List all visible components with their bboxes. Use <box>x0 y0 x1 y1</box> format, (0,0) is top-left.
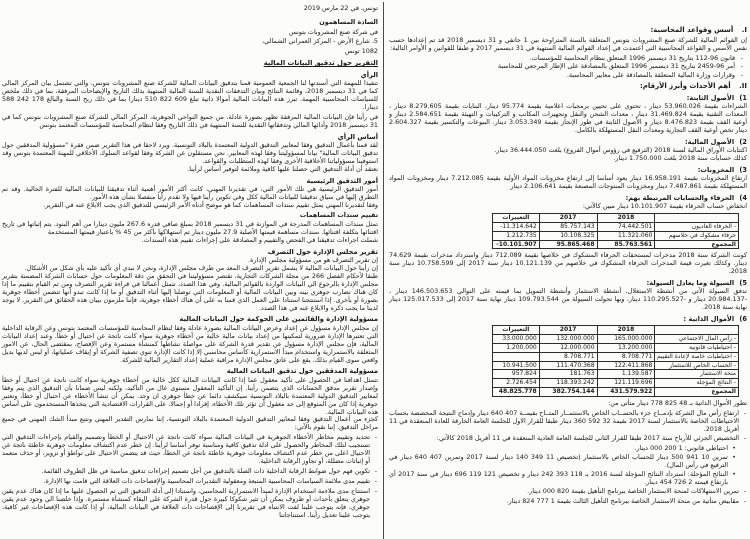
section-heading-accounting-bases <box>389 26 747 35</box>
table-cell-label: - الحرفاء العاديون <box>655 222 739 231</box>
table-cell-value: 1.212.735 <box>492 231 539 240</box>
table-cell-value: -10.101.907 <box>492 240 539 249</box>
subsection-number: 4) <box>739 194 747 203</box>
paragraph: إن تقرير التصرف هو من مسؤولية مجلس الإدارة. <box>248 255 378 264</box>
table-cell-value: 8.708.771 <box>597 352 655 361</box>
table-row <box>492 343 738 352</box>
subsection-title: الأصول الثابتة: <box>686 94 735 103</box>
section-number: I. <box>741 26 747 34</box>
subsection-number: 3) <box>739 166 747 174</box>
subsection-heading-inventories <box>389 166 747 174</box>
paragraph: كونت الشركة سنة 2018 مدخرات لمستحقات الحرفاء المشكوك في خلاصها بقيمة 712.089 دينار واسترداد مدخرات بقيمة 74.629 دينار. وكذلك تغيرت قيمة المدخرات الحرفاء المشكوك في خلاصهم من 10.121.139 دينار سنة 2017 إلى 10.758.599 دينار سنة 2018. <box>389 251 747 276</box>
subsection-heading-financial-assets <box>389 138 747 146</box>
paragraph: تدفق السيولة الآتي من أنشطة الاستغلال، أنشطة الاستثمار وأنشطة التمويل بما قيمته على التوالي 146.503.653 دينار ، -20.984.137 دينار و -110.295.527 دينار، وبها تحولت السيولة من 109.793.544 دينار نهاية سنة 2017 إلى 125.017.533 دينار نهاية سنة 2018. <box>389 287 748 312</box>
paragraph: وفقا لتقديرنا المهني يمثل تقييم سندات المساهمات كما هو موضح أدناه الأمر الرئيسي للتدقيق الذي يجب الابلاغ عنه في التقرير. <box>43 200 378 209</box>
table-cell-label: المجموع <box>655 387 739 396</box>
table-cell-value: -11.314.642 <box>492 222 539 231</box>
heading-governance-responsibility: مسؤولية الإدارة والقائمين على الحوكمة حول البيانات المالية <box>179 315 378 324</box>
list-item: - استنتاج مدى ملاءمة استخدام الإدارة لمبدأ الاستمرارية المحاسبي، واستنادا إلى أدلة التدقيق التي تم الحصول عليها ما إذا كان هناك عدم يقين جوهري يتعلق بأحداث أو ظروف يمكن أن تثير شكوكا كبيرة حول قدرة الشركة على البقاء كمنشأة مستمرة. وإذا خلصنا الي وجود عدم يقين جوهري، فإنه يتوجب علينا لفت الانتباه في تقريرنا إلى الإفصاحات ذات العلاقة في البيانات المالية، أو إذا كانت هذه الإفصاحات غير كافية، يتوجب علينا تعديل رأينا. استنتاجاتنا <box>2 488 378 520</box>
table-row <box>492 222 738 231</box>
table-cell-value: 122.411.868 <box>597 361 655 370</box>
table-cell-value: 431.579.922 <box>597 387 655 396</box>
table-cell-value: 48.825.778 <box>492 387 539 396</box>
subsection-heading-fixed-assets <box>389 94 747 102</box>
paragraph: تمثل سندات المساهمات المدرجة في الموازنة في 31 ديسمبر 2018 بمبلغ صافي قدره 267.6 مليون دينارا من أهم البنود. يتم إثباتها في تاريخ اقتنائها بتكلفة اقتنائها. سندات مساهمة قيمتها الأصلية 27.9 مليون دينار تم استهلاكها بأكثر من 45 % باعتبار قيمتها المستخدمة <box>2 219 378 236</box>
paragraph: الشراءات بقيمة 53.960.026 دينار ، تحتوي على تحيين برمجيات اعلامية بقيمة 95.774 دينار، البنايات بقيمة 8.279.605 دينار ، المعدات التقنية بقيمة 31.469.824 دينار ، معدات الشحن والنقل وتجهيزات المكاتب و التركيبات و التهيئة بقيمة 2.584.651 دينار و أوعية القف بقيمة 8.476.823 دينار و الأصول الثابتة في طور الإنجاز بقيمة 3.053.349 دينار. البيوعات والتكسير بقيمة 2.604.327 دينار تخص أوعية القف التجارية ومعدات النقل المستهلكة بالكامل. <box>389 102 748 135</box>
table-header-row <box>492 214 738 223</box>
table-cell-label: - احتياطيات قانونية <box>655 343 739 352</box>
table-cell-value: 85.763.561 <box>597 240 655 249</box>
table-cell-value: 74.442.501 <box>597 222 655 231</box>
addressee-line: 5، شارع الأرض - المركز العمراني الشمالي، <box>262 37 378 46</box>
table-cell-label: - احتياطيات خاصة لإعادة التقييم <box>655 352 739 361</box>
table-row <box>492 231 738 240</box>
section-number: II. <box>739 82 747 91</box>
heading-auditor-responsibility: مسؤولية المدققين حول تدقيق البيانات المالية <box>226 367 378 376</box>
report-title: التقرير حول تدقيق البيانات المالية <box>263 59 378 68</box>
list-item-law: - أمر 96-2459 بتاريخ 31 ديسمبر 1996 المتعلق بالمصادقة على الإطار المرجعي للمحاسبة <box>389 63 747 71</box>
table-header-cell: التغييرات <box>492 326 539 335</box>
list-item: - تمرين الاستهلاكات لمنحة الاستثمار الخاصة ببرنامج التأهيل بقيمة 820 000 دينار. <box>389 488 747 496</box>
heading-key-audit-matters: أمور التدقيق الرئيسية <box>306 176 378 185</box>
table-cell-label: - النتائج المؤجلة <box>655 379 739 388</box>
heading-opinion: الرأي <box>360 70 378 79</box>
subsection-heading-equity <box>389 315 747 323</box>
sub-list-item: • النتائج المؤجلة: استرداد النتائج المؤجلة لسنة 2016 بـ 118 393 242 دينار و تخصيص 121 119 696 دينار في سنة 2017 أي بارتفاع قيمته 2 726 454 دينار. <box>389 471 747 487</box>
paragraph: أمور التدقيق الرئيسية هي تلك الأمور التي، في تقديرنا المهني، كانت أكثر الأمور أهمية أثناء تدقيقنا للبيانات المالية للفترة الحالية. وقد تم التطرق إليها في سياق تدقيقنا للبيانات المالية ككل وفي تكوين رأينا فيها ولا نقدم رأيا منفصلا بشأن هذه الأمور. <box>2 185 378 201</box>
table-cell-value: 382.754.144 <box>539 387 597 396</box>
table-header-cell: 2018 <box>597 326 655 335</box>
subsection-title: السيولة وما يعادل السيولة: <box>646 279 735 288</box>
table-cell-value: 11.321.060 <box>597 231 655 240</box>
paragraph: إن القوائم المالية للشركة صنع المشروبات بتونس المتعلقة بالسنة المتراوحة بين 1 جانفي و 31 ديسمبر 2018 قد تم إعدادها حسب نفس الأسس و القواعد المحاسبية التي اعتمدت في إعداد القوائم المالية المنتهية في 31 ديسمبر 2017 و طبقا للقوانين و الأوامر التالية: <box>389 35 747 52</box>
list-item-law: - وقرارات وزارة المالية المتعلقة بالمصادقة على معايير المحاسبة. <box>389 72 747 80</box>
list-item: - ارتفاع رأس مال الشركة بإدمــاج جزء بالحســاب الخاص بالاستثمــار المتــاح بقيمــة 407 640 دينار وإدماج النتيجة المخصصة بحساب الاحتياطات الخاصة بالاستثمار لسنة 2017 بقيمة 32 592 360 دينار طبقا للقرار الاول للجلسة العامة الخارقة للعادة المنعقدة في 11 أفريل 2018. <box>389 410 747 434</box>
table-cell-value: 1.139.587 <box>597 370 655 379</box>
table-cell-label: حرفاء مشكوك في خلاصهم <box>655 231 739 240</box>
paragraph: كجزء من أعمال التدقيق وفقا لمعايير التدقيق الدولية المعتمدة بالبلاد التونسية، إننا نمارس التقدير المهني ونتبع مبدأ الشك المهني في جميع مراحل التدقيق. إننا نقوم بالآتي: <box>2 415 378 432</box>
section-heading-key-figures <box>389 82 747 91</box>
table-header-cell: التغييرات <box>492 214 539 223</box>
paragraph: إن رأينا حول البيانات المالية لا يشمل تقرير التصرف المعد من طرف مجلس الإدارة، ونحن لا نبدي أي تأكيد عليه بأي شكل من الأشكال. <box>24 263 378 272</box>
subsection-title: الأصول المالية: <box>684 137 735 146</box>
heading-basis-of-opinion: أساس الرأي <box>337 132 378 141</box>
table-cell-label: - الحساب الخاص للاستثمار <box>655 361 739 370</box>
list-item: - تحديد وتقييم مخاطر الأخطاء الجوهرية في البيانات المالية سواء كانت ناتجة عن الاحتيال أو الخطأ وتصميم والقيام بإجراءات التدقيق التي تستجيب لتلك المخاطر والحصول على ادلة تدقيق كافية ومناسبة توفر أساسا لرأينا. إن خطر عدم اكتشاف معلومات جوهرية خاطئة ناتجة عن الاحتيال اعلى من خطر عدم اكتشاف معلومات جوهرية خاطئة ناتجة عن الخطأ، حيث قد يتضمن الاحتيال على تواطؤ أو تزوير، أو حذف متعمد أو إثباتات مضللة، أو تجاوز الرقابة الداخلية. <box>2 434 378 466</box>
paragraph: ارتفاع المخزونات بقيمة 16.958.191 دينار يعود أساسا إلى ارتفاع مخزونات المواد الأولية بقيمة 7.212.085 دينار ومخزونات المواد المستهلكة بقيمة 7.487.861 دينار ومخزونات المنتوجات المصنعة بقيمة 2.106.641 دينار <box>389 174 747 191</box>
addressee-line: السادة المساهمون <box>319 17 378 26</box>
table-cell-value: 165.000.000 <box>597 335 655 344</box>
section-title: أسس وقواعد المحاسبة: <box>650 26 734 34</box>
table-header-cell <box>655 326 739 335</box>
subsection-number: 6) <box>739 315 747 324</box>
table-cell-value: 181.763 <box>539 370 597 379</box>
subsection-heading-clients <box>389 194 747 202</box>
table-cell-value: 33.000.000 <box>492 335 539 344</box>
paragraph: انخفاض حساب الحرفاء بقيمة 10.101.907 دينار مبين كالآتي: <box>582 202 747 211</box>
paragraph: شملت اجراءات تدقيقنا في الفحص والتقييم و المصادقة على إجراءات تقييم هذه السندات. <box>141 235 378 244</box>
list-item: - تكوين فهم حول ضوابط الرقابة الداخلية ذات الصلة بالتدقيق من أجل تصميم إجراءات تدقيق مناسبة في ظل الظروف القائمة. <box>2 468 378 476</box>
subheading-participation-securities: تقييم سندات المساهمات <box>299 210 378 219</box>
table-row <box>492 379 738 388</box>
subsection-number: 5) <box>739 279 747 288</box>
sub-list-item: • تمرين 10 941 500 دينار للحساب الخاص بالاستثمار (تخصيص 11 349 140 دينار لسنة 2017 وتمرين 407 640 دينار في الترفيع في رأس المال). <box>389 454 747 470</box>
table-row <box>492 361 738 370</box>
paragraph: تطور الأموال الذاتية بـ 48 825 778 دينار متأتي من: <box>608 398 747 407</box>
table-header-cell: 2017 <box>539 214 597 223</box>
sub-list-item: • احتياطي قانوني: 1 200 000 دينار. <box>389 445 747 453</box>
table-header-cell <box>655 214 739 223</box>
date-line: تونس، في 22 مارس 2019 <box>303 4 378 12</box>
table-cell-value: 957.824 <box>492 370 539 379</box>
table-cell-value: 132.000.000 <box>539 335 597 344</box>
paragraph: طبقا لأحكام الفصل 266 من مجلة الشركات التجارية، تقتصر مسؤوليتنا في التحقق من دقة المعلومات حول حسابات الشركة المضمنة بتقرير مجلس الإدارة بالرجوع الي البيانات الواردة بالقوائم المالية. وفي هذا الصدد، تتمثل أعمالنا في قراءة تقرير التصرف ومن ثم القيام بتقييم ما إذا كان هناك تضارب جوهري بينه وبين البيانات المالية أو المعلومات التي توصلنا إليها أثناء التدقيق أو ما إذا كانت تبدو أنها تتضمن أخطاء جوهرية بصورة أو بأخرى. إذا استنتجنا استنادا على العمل الذي قمنا به على أن هناك أخطاء جوهرية، فإننا ملزمون ببيان هذه الحقائق في التقرير. لا يوجد لدينا ما يجب ذكره والابلاغ عنه في هذا الصدد. <box>2 271 379 312</box>
subsection-number: 1) <box>739 94 747 103</box>
paragraph: اكتتابات الأوراق المالية لسنة 2018 (الترفيع في رؤوس أموال الفروع) بلغت 36.444.050 دينار. <box>494 146 747 155</box>
clients-table <box>492 213 739 249</box>
subsection-title: المخزونات: <box>697 166 735 174</box>
paragraph: إن مجلس الإدارة مسؤول عن إعداد وعرض البيانات المالية بصورة عادلة وفقا لنظام المحاسبة للمؤسسات المعتمد بتونس وعن الرقابة الداخلية التي تعتبرها الإدارة ضرورية لتمكينها من إعداد بيانات مالية خالية من أخطاء جوهرية سواء كانت ناتجة عن احتيال أو خطأ. وعند إعداد البيانات المالية، فإن مجلس الإدارة مسؤول عن تقدير قدرة الشركة على مواصلة نشاطها كمنشأة مستمرة وعن الإفصاح، بمقتضى الحال، عن الامور المتعلقة بالاستمرارية واستخدام مبدأ الاستمرارية كأساس محاسبي إلا إذا كانت الإدارة تنوي تصفية الشركة أو إيقاف عملياتها، أو ليس لديها بديل واقعي سوى القيام بذلك. يقع على عاتق مجلس الإدارة مراقبة عملية إعداد التقارير المالية للشركة. <box>2 323 378 364</box>
table-cell-value: 121.119.696 <box>597 379 655 388</box>
table-cell-value: 10.941.500 <box>492 361 539 370</box>
table-header-cell: 2018 <box>597 214 655 223</box>
paragraph: في رأينا فإن البيانات المالية المرفقة تظهر بصورة عادلة، من جميع النواحي الجوهرية، المركز المالي للشركة صنع المشروبات بتونس كما في 31 ديسمبر 2018 وأدائها المالي وتدفقاتها النقدية للسنة المنتهية في ذلك التاريخ وفقا لنظام المحاسبة للمؤسسات المعتمد بتونس <box>2 112 378 129</box>
column-auditor-letter <box>2 2 380 539</box>
list-item: - تقييم مدى ملائمة السياسات المحاسبية المتبعة ومعقولية التقديرات المحاسبية والإفصاحات ذات العلاقة التي قامت بها الإدارة. <box>2 478 378 486</box>
table-cell-value <box>492 352 539 361</box>
addressee-line: في شركة صنع المشروبات بتونس <box>288 27 378 36</box>
addressee-block <box>2 18 378 56</box>
table-cell-value: 13.200.000 <box>597 343 655 352</box>
list-item-law: - قانون 96-112 بتاريخ 31 ديسمبر 1996 المتعلق بنظام المحاسبة للمؤسسات. <box>389 55 747 63</box>
table-header-row <box>492 326 738 335</box>
section-title: أهم الأحداث وأبرز الأرقام: <box>639 82 731 91</box>
table-cell-value: 2.726.454 <box>492 379 539 388</box>
table-cell-label: منحة الاستثمار <box>655 370 739 379</box>
table-cell-value: 95.865.468 <box>539 240 597 249</box>
table-cell-value: 8.708.771 <box>539 352 597 361</box>
table-cell-label: المجموع <box>655 240 739 249</box>
table-row <box>492 335 738 344</box>
table-row <box>492 352 738 361</box>
table-cell-value: 85.757.143 <box>539 222 597 231</box>
column-divider <box>383 2 384 539</box>
table-cell-value: 1.200.000 <box>492 343 539 352</box>
equity-table <box>492 325 739 396</box>
table-header-cell: 2017 <box>539 326 597 335</box>
subsection-title: الأموال الذاتية : <box>683 315 735 324</box>
table-cell-label: - رأس المال الاجتماعي <box>655 335 739 344</box>
list-item: - التخصيص الجزئي للأرباح سنة 2017 طبقا للقرار الثاني للجلسة العامة العادية المنعقدة في 11 أفريل 2018 كالآتي: <box>389 435 747 443</box>
paragraph: كذلك حسابات سنة 2018 بلغت 1.750.000 دينار. <box>613 154 747 163</box>
addressee-line: 1082 تونس <box>344 46 378 55</box>
column-accounting-bases <box>387 2 747 539</box>
paragraph: نعتقد أن أدلة التدقيق التي حصلنا عليها كافية وملائمة لتوفير أساس لرأينا. <box>187 164 378 173</box>
table-total-row <box>492 240 738 249</box>
table-row <box>492 370 738 379</box>
table-cell-value: 10.108.325 <box>539 231 597 240</box>
list-item: - مقابيض متأتية من منحة الاستثمار الخاصة ببرنامج التأهيل الثالث بقيمة 1 777 824 دينار. <box>389 498 747 506</box>
table-cell-value: 111.470.368 <box>539 361 597 370</box>
heading-management-report: تقرير مجلس الإدارة حول التصرف <box>267 247 378 256</box>
paragraph: تنفيذا للمهمة التي أسندتها لنا الجمعية العمومية قمنا بتدقيق البيانات المالية للشركة صنع المشروبات بتونس، والتي تشتمل بيان المركز المالي كما في 31 ديسمبر 2018، وقائمة النتائج وبيان التدفقات النقدية للسنة المالية المنتهية بذلك التاريخ والإيضاحات المرفقة، بما في ذلك ملخص للسياسات المحاسبية المهمة. تبرز هذه البيانات المالية أموالا ذاتية تبلغ 609 822 510 دينارا بما في ذلك ربح السنة والبالغ 178 242 588 دينارا. <box>2 79 378 111</box>
paragraph: لقد قمنا بأعمال التدقيق وفقا لمعايير التدقيق الدولية المعتمدة بالبلاد التونسية. ويرد لاحقا في هذا التقرير ضمن فقرة "مسؤولية المدققين حول تدقيق البيانات المالية" بيانا لمسؤوليتنا وفقا لهذه المعايير. نحن مستقلون عن الشركة وفقا لقواعد السلوك الأخلاقي للمهنة المعتمدة بتونس وقد استوفينا مسؤولياتنا الأخلاقية الأخرى وفقا لهذه المتطلبات والقواعد. <box>2 141 378 165</box>
subsection-number: 2) <box>739 137 747 146</box>
table-cell-value: 118.393.242 <box>539 379 597 388</box>
subsection-title: الحرفاء والحسابات المرتبطة بهم: <box>625 194 735 203</box>
paragraph: تتمثل اهدافنا في الحصول على تأكيد معقول عما إذا كانت البيانات المالية ككل خالية من أخطاء جوهرية سواء كانت ناتجة عن احتيال أو خطأ وإصدار تقرير مدقق الحسابات الذي يتضمن رأينا. إن التأكيد المعقول مستوى عال من التأكيد، ولكنه ليس ضمانا بأن التدقيق الذي يتم وفقا لمعايير التدقيق الدولية المعتمدة بالبلاد التونسية سيكشف دائما عن خطأ جوهري ان وجد. يمكن أن تنشأ الأخطاء عن احتيال أو خطأ، وتعتبر جوهرية إذا كان من المتوقع إلى حد معقول أن تؤثر تلك الأخطاء، إفرادا أو إجمالا، على القرارات الاقتصادية التي يتخذها المستخدمون على أساس هذه البيانات المالية. <box>2 375 378 416</box>
table-cell-value: 12.000.000 <box>539 343 597 352</box>
table-total-row <box>492 387 738 396</box>
